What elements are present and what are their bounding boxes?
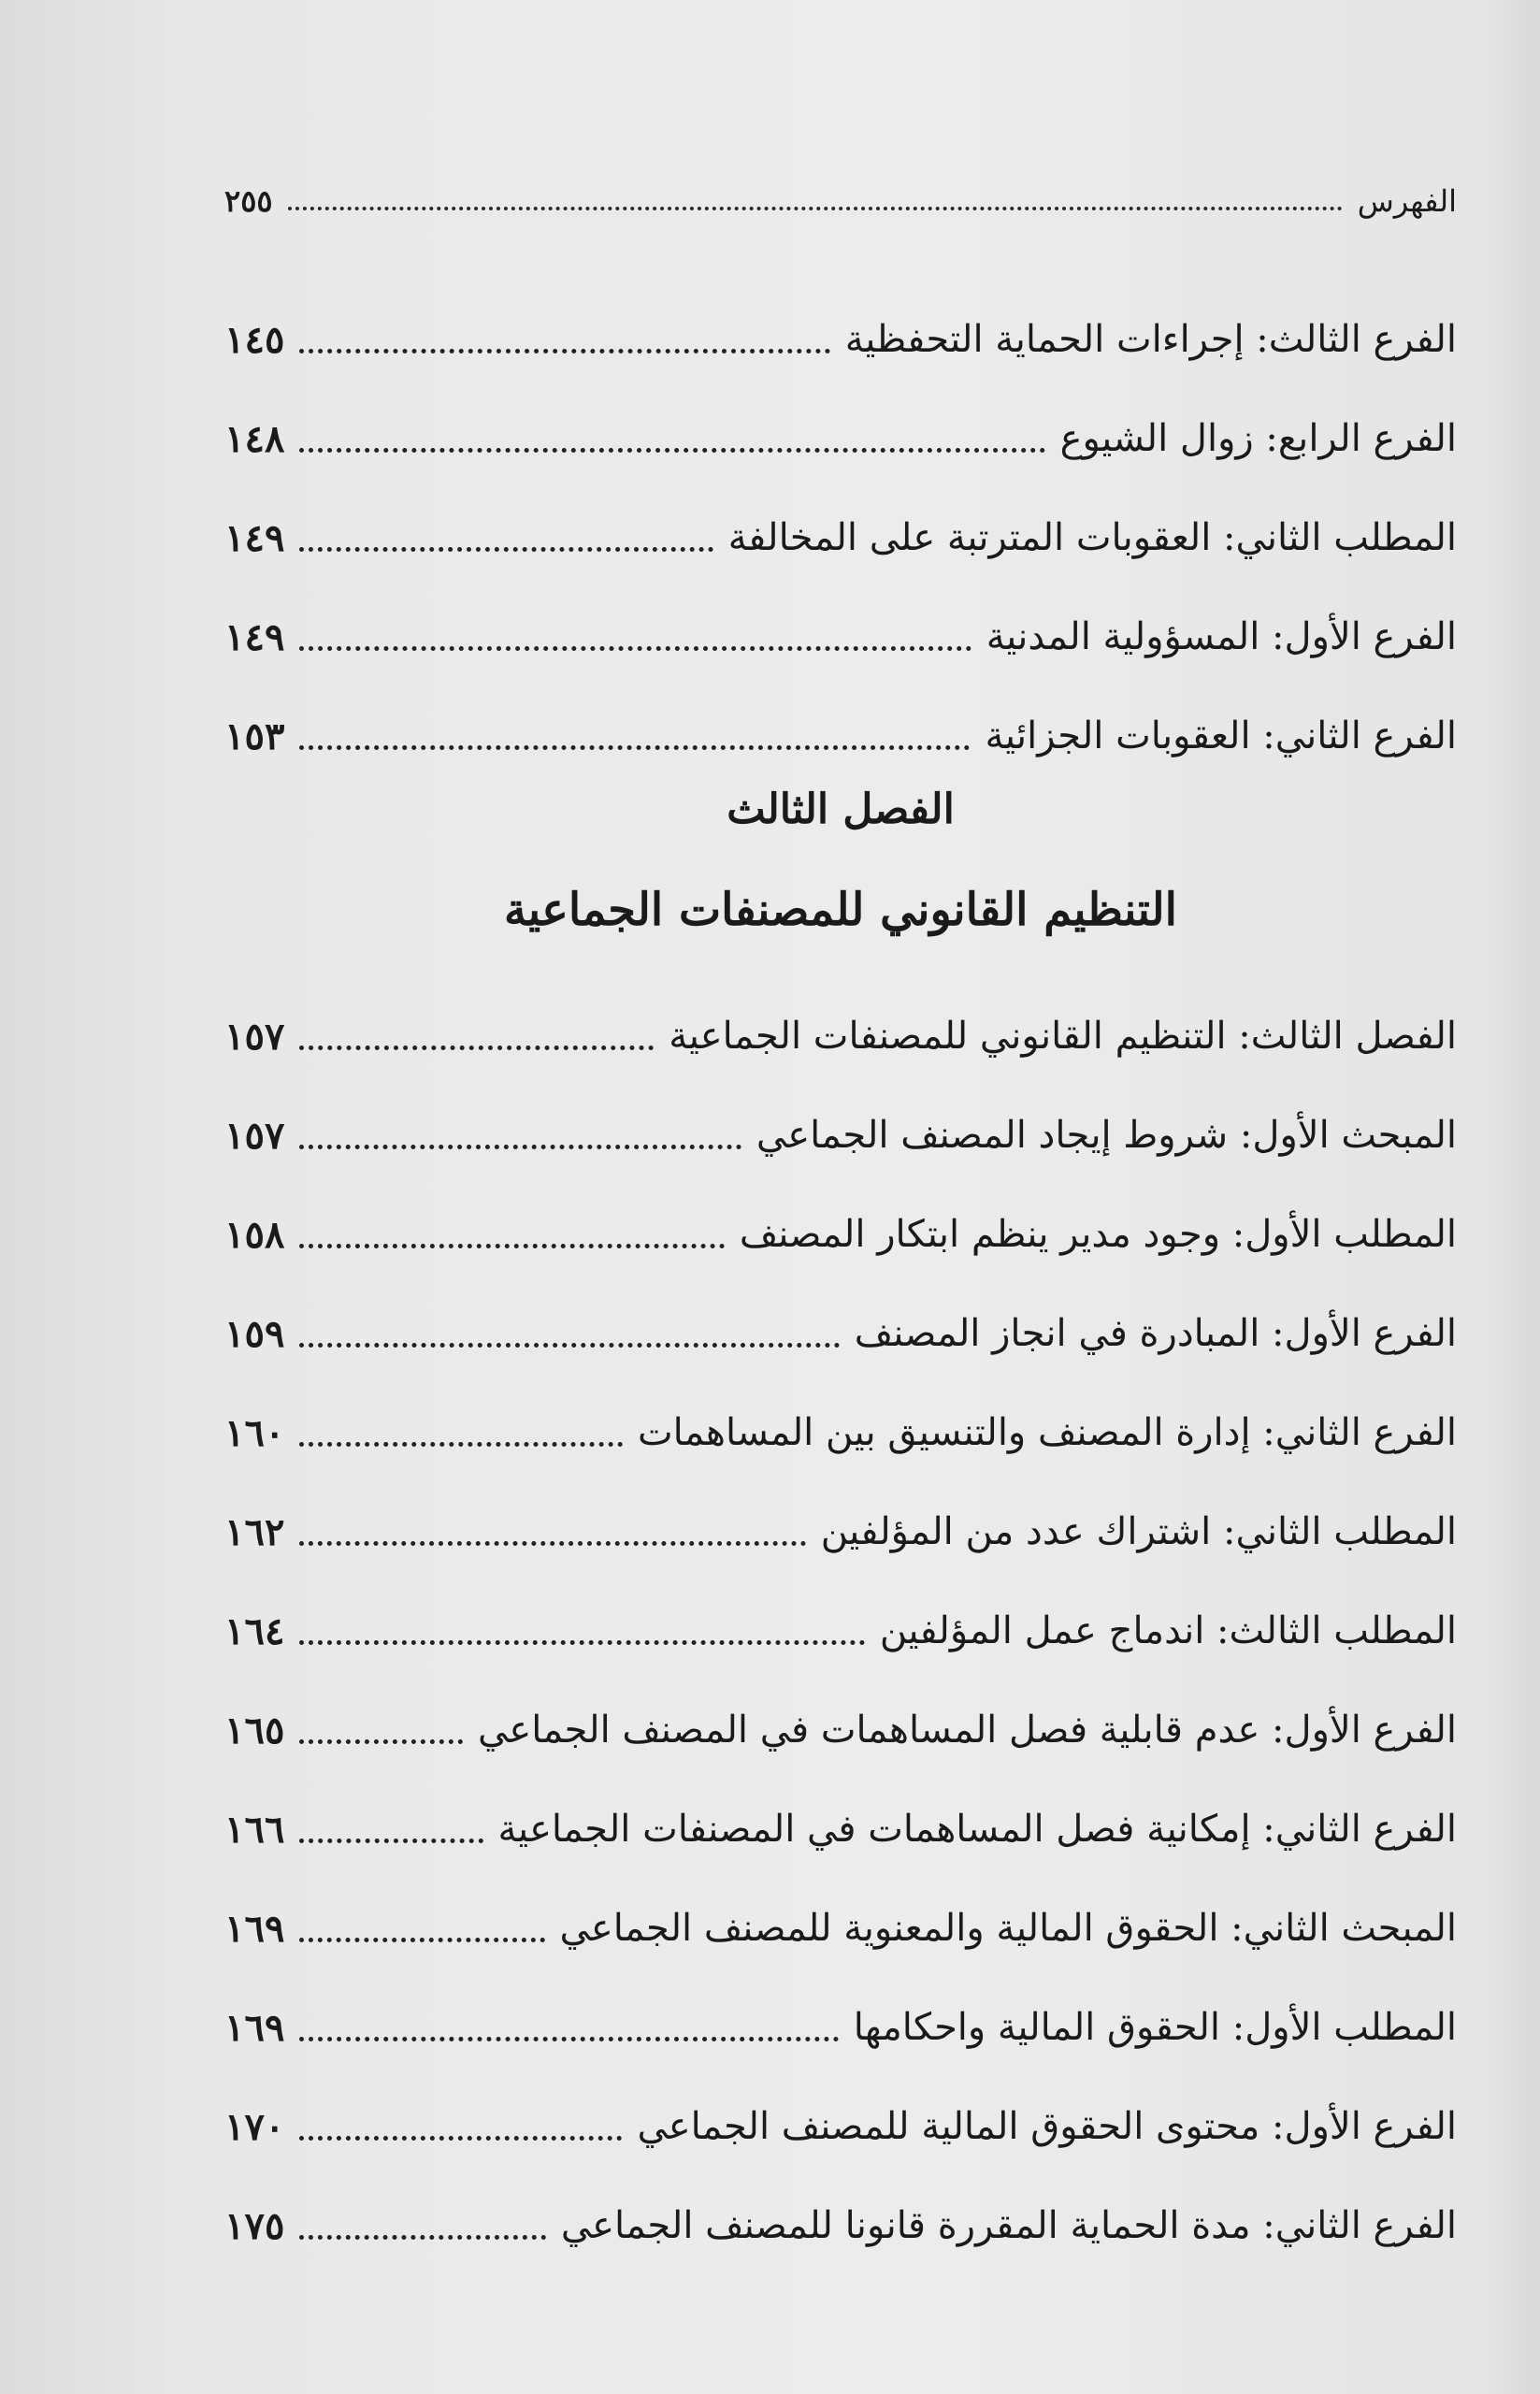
toc-section-after bbox=[224, 987, 1457, 2275]
toc-entry-label: الفرع الأول: عدم قابلية فصل المساهمات في المصنف الجماعي bbox=[478, 1709, 1457, 1752]
toc-entry bbox=[224, 1284, 1457, 1383]
toc-entry-label: الفصل الثالث: التنظيم القانوني للمصنفات الجماعية bbox=[669, 1015, 1457, 1058]
toc-entry-label: الفرع الأول: المبادرة في انجاز المصنف bbox=[854, 1312, 1457, 1355]
toc-entry-page: ١٤٩ bbox=[224, 614, 285, 659]
dot-leader bbox=[299, 1938, 544, 1942]
toc-entry-label: الفرع الثاني: إدارة المصنف والتنسيق بين المساهمات bbox=[637, 1411, 1457, 1454]
dot-leader bbox=[299, 2136, 622, 2141]
dot-leader bbox=[288, 207, 1343, 210]
toc-entry bbox=[224, 1978, 1457, 2077]
dot-leader bbox=[299, 448, 1044, 453]
toc-entry-label: المبحث الأول: شروط إيجاد المصنف الجماعي bbox=[756, 1114, 1457, 1157]
toc-entry bbox=[224, 1680, 1457, 1780]
toc-entry-label: الفرع الثاني: العقوبات الجزائية bbox=[985, 714, 1457, 757]
toc-entry bbox=[224, 1086, 1457, 1185]
dot-leader bbox=[299, 1541, 805, 1546]
dot-leader bbox=[299, 349, 829, 353]
toc-entry-page: ١٥٣ bbox=[224, 714, 285, 758]
toc-entry bbox=[224, 2077, 1457, 2176]
toc-section-before bbox=[224, 290, 1457, 786]
toc-entry bbox=[224, 1879, 1457, 1978]
toc-entry bbox=[224, 488, 1457, 587]
toc-entry-label: المطلب الأول: وجود مدير ينظم ابتكار المصنف bbox=[739, 1213, 1457, 1256]
toc-entry bbox=[224, 2176, 1457, 2275]
toc-entry-page: ١٤٨ bbox=[224, 416, 285, 461]
toc-entry-label: الفرع الأول: المسؤولية المدنية bbox=[986, 615, 1457, 658]
toc-entry-page: ١٧٠ bbox=[224, 2104, 285, 2149]
dot-leader bbox=[299, 1343, 839, 1348]
dot-leader bbox=[299, 1046, 654, 1050]
running-head-title: الفهرس bbox=[1357, 183, 1457, 219]
toc-entry bbox=[224, 290, 1457, 389]
toc-entry bbox=[224, 686, 1457, 786]
toc-entry-page: ١٦٤ bbox=[224, 1608, 285, 1653]
toc-entry bbox=[224, 1581, 1457, 1680]
toc-entry-label: الفرع الثالث: إجراءات الحماية التحفظية bbox=[844, 318, 1457, 361]
dot-leader bbox=[299, 2037, 838, 2041]
dot-leader bbox=[299, 2235, 545, 2240]
toc-entry-page: ١٥٩ bbox=[224, 1311, 285, 1356]
toc-entry-page: ١٦٢ bbox=[224, 1509, 285, 1554]
toc-entry-label: الفرع الثاني: مدة الحماية المقررة قانونا للمصنف الجماعي bbox=[560, 2204, 1457, 2247]
dot-leader bbox=[299, 547, 712, 552]
toc-entry-page: ١٦٦ bbox=[224, 1807, 285, 1852]
dot-leader bbox=[299, 1442, 622, 1447]
toc-entry bbox=[224, 1482, 1457, 1581]
toc-entry-page: ١٦٠ bbox=[224, 1410, 285, 1455]
toc-entry-label: المطلب الثاني: العقوبات المترتبة على المخالفة bbox=[727, 516, 1457, 559]
dot-leader bbox=[299, 1244, 724, 1248]
toc-entry bbox=[224, 1383, 1457, 1482]
toc-entry-page: ١٦٥ bbox=[224, 1708, 285, 1752]
toc-entry-label: المطلب الأول: الحقوق المالية واحكامها bbox=[853, 2006, 1457, 2049]
toc-entry-label: الفرع الرابع: زوال الشيوع bbox=[1059, 417, 1457, 460]
toc-entry-page: ١٥٨ bbox=[224, 1212, 285, 1257]
toc-entry bbox=[224, 1185, 1457, 1284]
toc-entry-label: المطلب الثالث: اندماج عمل المؤلفين bbox=[879, 1609, 1457, 1652]
toc-entry-page: ١٤٩ bbox=[224, 515, 285, 560]
toc-entry-label: المطلب الثاني: اشتراك عدد من المؤلفين bbox=[820, 1510, 1457, 1553]
dot-leader bbox=[299, 745, 970, 750]
toc-entry-page: ١٥٧ bbox=[224, 1113, 285, 1158]
dot-leader bbox=[299, 1739, 463, 1744]
chapter-number: الفصل الثالث bbox=[727, 786, 955, 833]
dot-leader bbox=[299, 646, 971, 651]
toc-entry bbox=[224, 587, 1457, 686]
dot-leader bbox=[299, 1145, 741, 1149]
chapter-title: التنظيم القانوني للمصنفات الجماعية bbox=[504, 884, 1177, 936]
toc-entry bbox=[224, 987, 1457, 1086]
toc-entry bbox=[224, 389, 1457, 488]
toc-entry-page: ١٦٩ bbox=[224, 1906, 285, 1951]
toc-entry-page: ١٥٧ bbox=[224, 1014, 285, 1059]
toc-entry-page: ١٤٥ bbox=[224, 317, 285, 362]
spine-shadow bbox=[1484, 0, 1540, 2394]
toc-entry-page: ١٦٩ bbox=[224, 2005, 285, 2050]
toc-entry bbox=[224, 1780, 1457, 1879]
dot-leader bbox=[299, 1839, 482, 1843]
dot-leader bbox=[299, 1640, 864, 1645]
toc-entry-page: ١٧٥ bbox=[224, 2203, 285, 2248]
toc-entry-label: الفرع الأول: محتوى الحقوق المالية للمصنف الجماعي bbox=[637, 2105, 1457, 2148]
toc-entry-label: المبحث الثاني: الحقوق المالية والمعنوية للمصنف الجماعي bbox=[559, 1907, 1457, 1950]
toc-entry-label: الفرع الثاني: إمكانية فصل المساهمات في المصنفات الجماعية bbox=[497, 1808, 1457, 1851]
running-head bbox=[224, 178, 1457, 224]
running-head-page-number: ٢٥٥ bbox=[224, 183, 273, 219]
